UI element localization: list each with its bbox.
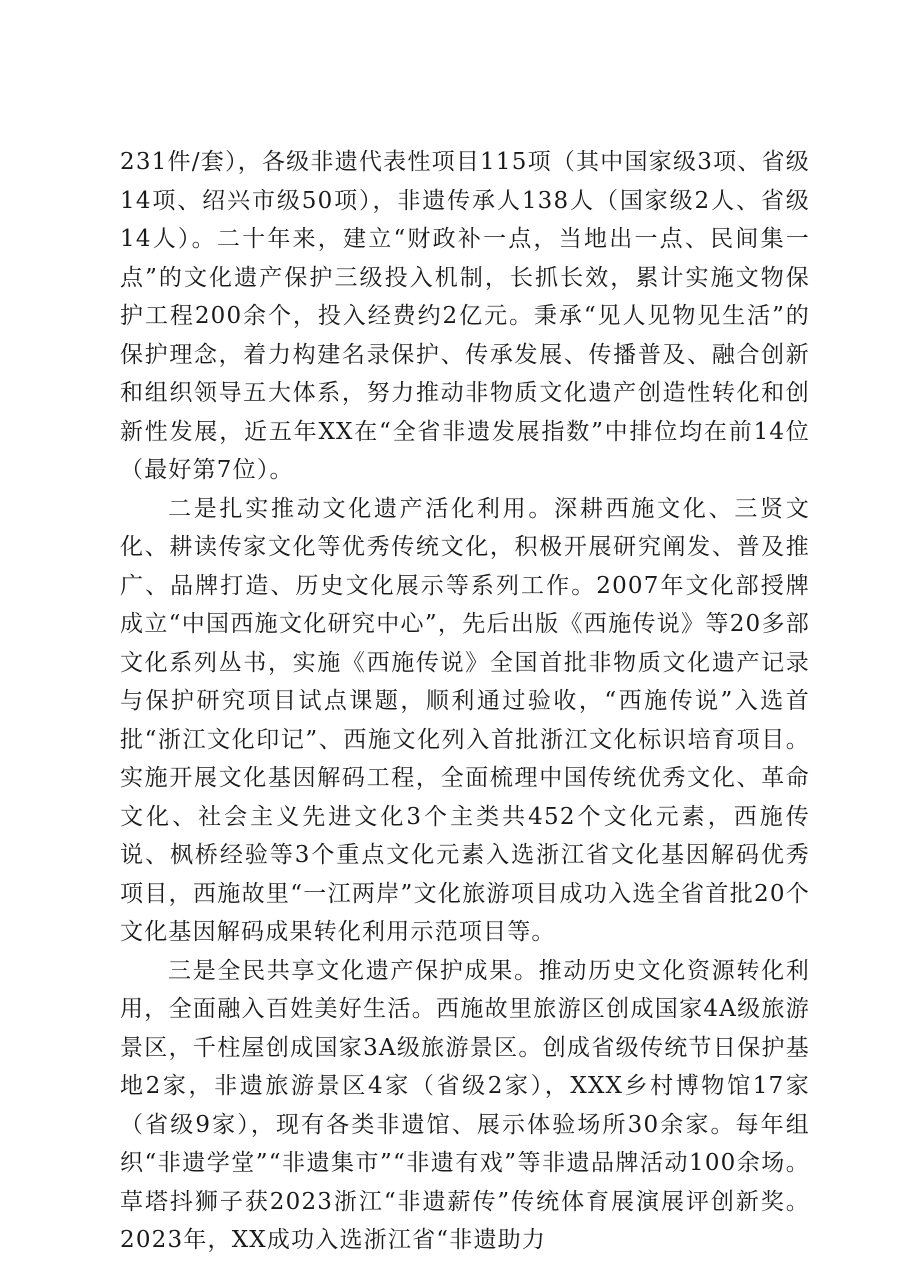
paragraph-2: 二是扎实推动文化遗产活化利用。深耕西施文化、三贤文化、耕读传家文化等优秀传统文化，积极开展研究阐发、普及推广、品牌打造、历史文化展示等系列工作。2007年文化部授牌成立“中国西施文化研究中心”，先后出版《西施传说》等20多部文化系列丛书，实施《西施传说》全国首批非物质文化遗产记录与保护研究项目试点课题，顺利通过验收，“西施传说”入选首批“浙江文化印记”、西施文化列入首批浙江文化标识培育项目。实施开展文化基因解码工程，全面梳理中国传统优秀文化、革命文化、社会主义先进文化3个主类共452个文化元素，西施传说、枫桥经验等3个重点文化元素入选浙江省文化基因解码优秀项目，西施故里“一江两岸”文化旅游项目成功入选全省首批20个文化基因解码成果转化利用示范项目等。 — [120, 495, 810, 945]
paragraph-3: 三是全民共享文化遗产保护成果。推动历史文化资源转化利用，全面融入百姓美好生活。西施故里旅游区创成国家4A级旅游景区，千柱屋创成国家3A级旅游景区。创成省级传统节日保护基地2家，非遗旅游景区4家（省级2家），XXX乡村博物馆17家（省级9家），现有各类非遗馆、展示体验场所30余家。每年组织“非遗学堂”“非遗集市”“非遗有戏”等非遗品牌活动100余场。草塔抖狮子获2023浙江“非遗薪传”传统体育展演展评创新奖。2023年，XX成功入选浙江省“非遗助力 — [120, 957, 810, 1253]
document-body — [120, 143, 810, 1260]
paragraph-1: 231件/套），各级非遗代表性项目115项（其中国家级3项、省级14项、绍兴市级50项），非遗传承人138人（国家级2人、省级14人）。二十年来，建立“财政补一点，当地出一点、民间集一点”的文化遗产保护三级投入机制，长抓长效，累计实施文物保护工程200余个，投入经费约2亿元。秉承“见人见物见生活”的保护理念，着力构建名录保护、传承发展、传播普及、融合创新和组织领导五大体系，努力推动非物质文化遗产创造性转化和创新性发展，近五年XX在“全省非遗发展指数”中排位均在前14位（最好第7位）。 — [120, 149, 810, 483]
